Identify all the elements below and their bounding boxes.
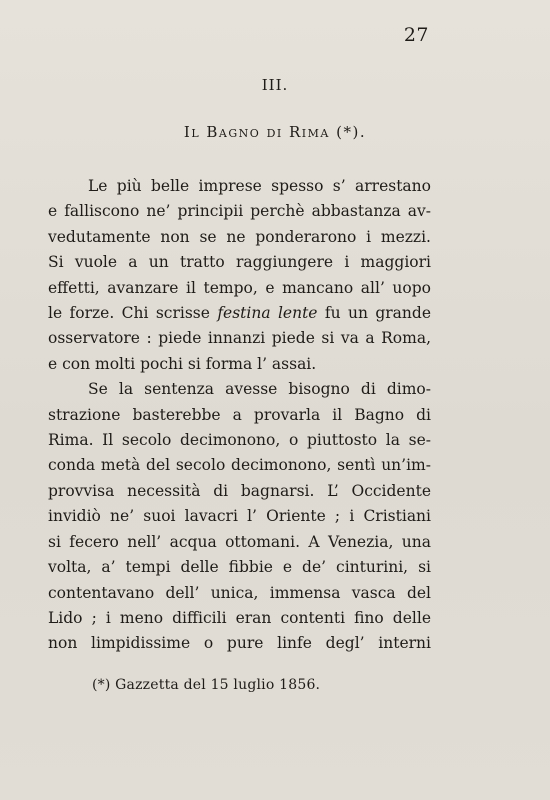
text-line: e falliscono ne’ principii perchè abbastanza av-: [48, 202, 431, 221]
text-line: provvisa necessità di bagnarsi. L’ Occidente: [48, 481, 431, 500]
paragraph-1: [48, 174, 431, 377]
text-line: Se la sentenza avesse bisogno di dimo-: [88, 380, 431, 399]
text-line: osservatore : piede innanzi piede si va a Roma,: [48, 329, 431, 348]
text-line: si fecero nell’ acqua ottomani. A Venezia, una: [48, 532, 431, 551]
text-line: Le più belle imprese spesso s’ arrestano: [88, 177, 431, 195]
footnote: (*) Gazzetta del 15 luglio 1856.: [92, 677, 321, 693]
chapter-title: Il Bagno di Rima (*).: [183, 123, 367, 141]
text-line: strazione basterebbe a provarla il Bagno di: [48, 405, 431, 424]
text-line: non limpidissime o pure linfe degl’ interni: [48, 634, 431, 653]
italic-phrase: festina lente: [217, 304, 318, 323]
body-text: [48, 174, 431, 657]
text-line: Lido ; i meno difficili eran contenti fino delle: [48, 608, 431, 627]
text-segment: le forze. Chi scrisse: [48, 304, 210, 323]
text-line: contentavano dell’ unica, immensa vasca del: [48, 583, 431, 602]
text-line: vedutamente non se ne ponderarono i mezzi.: [48, 227, 431, 246]
text-line: invidiò ne’ suoi lavacri l’ Oriente ; i Cristiani: [48, 507, 431, 526]
text-line: effetti, avanzare il tempo, e mancano all’ uopo: [48, 278, 431, 297]
text-line: e con molti pochi si forma l’ assai.: [48, 354, 317, 373]
text-line: conda metà del secolo decimonono, sentì un’im-: [48, 456, 431, 475]
text-line: volta, a’ tempi delle fibbie e de’ cinturini, si: [48, 558, 431, 577]
paragraph-2: [48, 377, 431, 656]
text-line: [48, 301, 431, 326]
text-line: Si vuole a un tratto raggiungere i maggiori: [48, 253, 431, 272]
chapter-number: III.: [261, 76, 289, 94]
text-segment: fu un grande: [324, 304, 431, 323]
page-number: 27: [403, 24, 429, 46]
text-line: Rima. Il secolo decimonono, o piuttosto la se-: [48, 431, 431, 450]
